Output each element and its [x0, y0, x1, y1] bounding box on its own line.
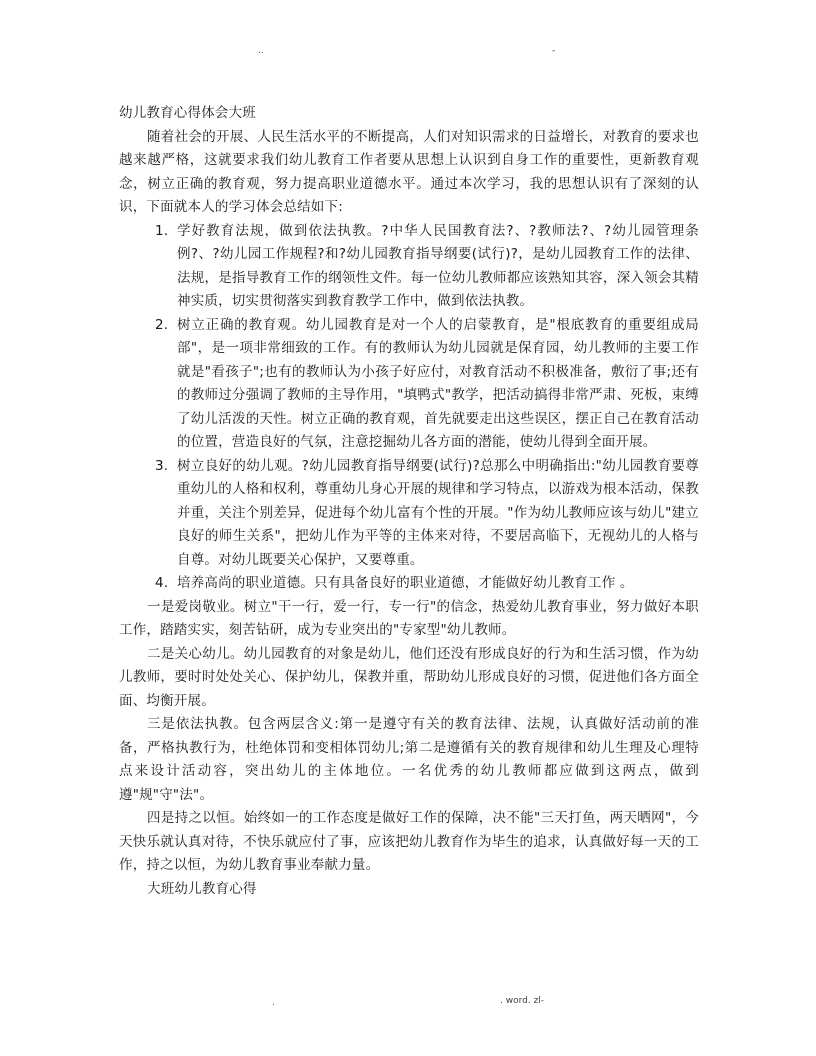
list-number: 3. [155, 457, 169, 474]
list-item-4 [119, 572, 699, 596]
document-title: 幼儿教育心得体会大班 [119, 105, 256, 121]
list-item-3 [119, 455, 699, 573]
paragraph-love-job: 一是爱岗敬业。树立"干一行，爱一行，专一行"的信念，热爱幼儿教育事业，努力做好本职工作，踏踏实实，刻苦钻研，成为专业突出的"专家型"幼儿教师。 [119, 598, 699, 638]
list-item-1 [119, 220, 699, 314]
list-item-text: 学好教育法规，做到依法执教。?中华人民国教育法?、?教师法?、?幼儿园管理条例?、?幼儿园工作规程?和?幼儿园教育指导纲要(试行)?，是幼儿园教育工作的法律、法规，是指导教育工作的纲领性文件。每一位幼儿教师都应该熟知其容，深入领会其精神实质，切实贯彻落实到教育教学工作中，做到依法执教。 [177, 222, 699, 309]
list-item-text: 树立良好的幼儿观。?幼儿园教育指导纲要(试行)?总那么中明确指出:"幼儿园教育要尊重幼儿的人格和权利，尊重幼儿身心开展的规律和学习特点，以游戏为根本活动，保教并重，关注个别差异，促进每个幼儿富有个性的开展。"作为幼儿教师应该与幼儿"建立良好的师生关系"，把幼儿作为平等的主体来对待，不要居高临下，无视幼儿的人格与自尊。对幼儿既要关心保护，又要尊重。 [177, 457, 699, 568]
intro-paragraph: 随着社会的开展、人民生活水平的不断提高，人们对知识需求的日益增长，对教育的要求也越来越严格，这就要求我们幼儿教育工作者要从思想上认识到自身工作的重要性，更新教育观念，树立正确的教育观，努力提高职业道德水平。通过本次学习，我的思想认识有了深刻的认识，下面就本人的学习体会总结如下: [119, 128, 699, 215]
list-number: 4. [155, 575, 169, 591]
paragraph-perseverance: 四是持之以恒。始终如一的工作态度是做好工作的保障，决不能"三天打鱼，两天晒网"，今天快乐就认真对待，不快乐就应付了事，应该把幼儿教育作为毕生的追求，认真做好每一天的工作，持之以恒，为幼儿教育事业奉献力量。 [119, 810, 699, 873]
document-body [119, 102, 699, 901]
list-item-text: 培养高尚的职业道德。只有具备良好的职业道德，才能做好幼儿教育工作 。 [177, 575, 634, 591]
header-right-mark: - [552, 46, 556, 56]
list-number: 1. [155, 222, 169, 239]
paragraph-lawful-teaching: 三是依法执教。包含两层含义:第一是遵守有关的教育法律、法规，认真做好活动前的准备，严格执教行为，杜绝体罚和变相体罚幼儿;第二是遵循有关的教育规律和幼儿生理及心理特点来设计活动容，突出幼儿的主体地位。一名优秀的幼儿教师都应做到这两点，做到遵"规"守"法"。 [119, 716, 699, 803]
list-item-2 [119, 314, 699, 455]
list-item-text: 树立正确的教育观。幼儿园教育是对一个人的启蒙教育，是"根底教育的重要组成局部"，是一项非常细致的工作。有的教师认为幼儿园就是保育园，幼儿教师的主要工作就是"看孩子";也有的教师认为小孩子好应付，对教育活动不积极准备，敷衍了事;还有的教师过分强调了教师的主导作用，"填鸭式"教学，把活动搞得非常严肃、死板，束缚了幼儿活泼的天性。树立正确的教育观，首先就要走出这些误区，摆正自己在教育活动的位置，营造良好的气氛，注意挖掘幼儿各方面的潜能，使幼儿得到全面开展。 [177, 316, 699, 450]
footer-right-mark: . word. zl- [500, 996, 545, 1006]
list-number: 2. [155, 316, 169, 333]
closing-heading: 大班幼儿教育心得 [147, 880, 257, 897]
paragraph-care-children: 二是关心幼儿。幼儿园教育的对象是幼儿，他们还没有形成良好的行为和生活习惯，作为幼儿教师，要时时处处关心、保护幼儿，保教并重，帮助幼儿形成良好的习惯，促进他们各方面全面、均衡开展。 [119, 645, 699, 709]
header-left-mark: .. [258, 46, 264, 56]
footer-left-mark: . [272, 998, 275, 1008]
